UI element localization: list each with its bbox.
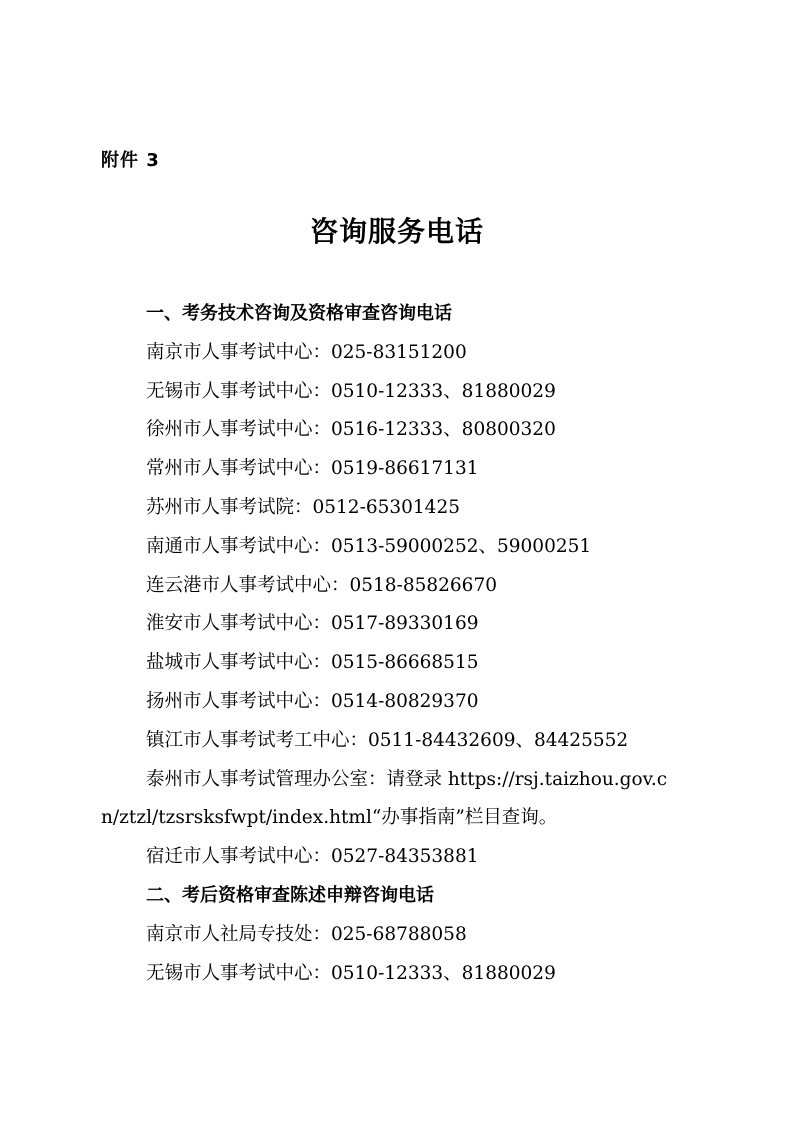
- list-item-yancheng: 盐城市人事考试中心：0515-86668515: [146, 652, 479, 674]
- list-item-suzhou: 苏州市人事考试院：0512-65301425: [146, 496, 460, 518]
- list-item-zhenjiang: 镇江市人事考试考工中心：0511-84432609、84425552: [146, 729, 629, 751]
- list-item-taizhou-continued: n/ztzl/tzsrsksfwpt/index.html“办事指南”栏目查询。: [101, 807, 558, 829]
- attachment-label: 附件 3: [101, 150, 160, 171]
- list-item-taizhou: 泰州市人事考试管理办公室：请登录 https://rsj.taizhou.gov.c: [146, 768, 668, 790]
- list-item-suqian: 宿迁市人事考试中心：0527-84353881: [146, 846, 479, 868]
- list-item-wuxi-2: 无锡市人事考试中心：0510-12333、81880029: [146, 962, 556, 984]
- list-item-nanjing-hr-bureau: 南京市人社局专技处：025-68788058: [146, 923, 467, 945]
- list-item-xuzhou: 徐州市人事考试中心：0516-12333、80800320: [146, 419, 556, 441]
- list-item-lianyungang: 连云港市人事考试中心：0518-85826670: [146, 574, 497, 596]
- contact-list: [101, 295, 701, 993]
- section-heading-appeal-consult: 二、考后资格审查陈述申辩咨询电话: [146, 884, 434, 906]
- list-item-huaian: 淮安市人事考试中心：0517-89330169: [146, 613, 479, 635]
- list-item-wuxi: 无锡市人事考试中心：0510-12333、81880029: [146, 380, 556, 402]
- list-item-nanjing: 南京市人事考试中心：025-83151200: [146, 341, 467, 363]
- list-item-yangzhou: 扬州市人事考试中心：0514-80829370: [146, 690, 479, 712]
- page-title: 咨询服务电话: [309, 215, 484, 248]
- list-item-nantong: 南通市人事考试中心：0513-59000252、59000251: [146, 535, 592, 557]
- list-item-changzhou: 常州市人事考试中心：0519-86617131: [146, 458, 479, 480]
- section-heading-exam-consult: 一、考务技术咨询及资格审查咨询电话: [146, 303, 452, 324]
